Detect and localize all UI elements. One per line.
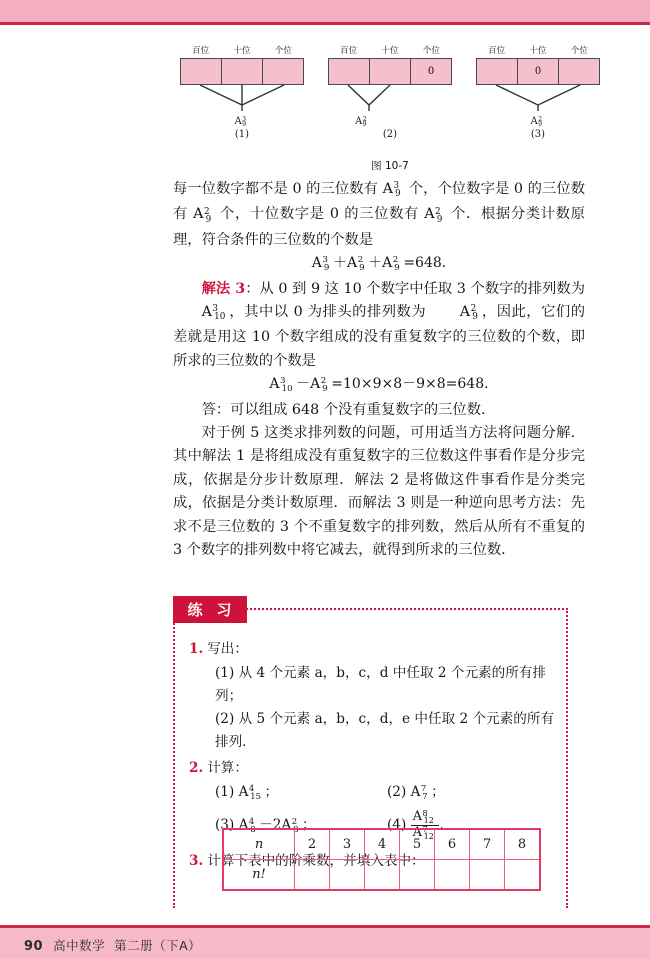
- digit-box-tens-2: [370, 59, 411, 84]
- perm-sup-3: 2: [538, 115, 543, 123]
- exercise-q4-num-sub: 12: [423, 815, 434, 826]
- table-cell-fact-0[interactable]: [295, 860, 330, 891]
- exercise-q4-den-sup: 7: [422, 823, 428, 834]
- exercise-item-2-title: 计算：: [207, 760, 248, 776]
- paragraph-answer: 答：可以组成 648 个没有重复数字的三位数．: [201, 401, 496, 418]
- paragraph-solution-3: [173, 278, 585, 374]
- perm-a39-inline1: $A^3_9$: [382, 181, 401, 200]
- table-cell-fact-5[interactable]: [470, 860, 505, 891]
- perm-sub-2: 9: [362, 121, 367, 129]
- table-cell-n-3: 5: [400, 829, 435, 860]
- exercise-item-1: [189, 638, 559, 661]
- exercise-q3-suffix: ；: [301, 817, 316, 833]
- para1-segment-a: 每一位数字都不是 0 的三位数有: [173, 181, 383, 197]
- exercise-item-1-sub-1: (1) 从 4 个元素 a，b，c，d 中任取 2 个元素的所有排列；: [215, 665, 547, 704]
- place-value-labels-1: [180, 44, 304, 58]
- digit-boxes-1: [180, 58, 304, 85]
- exercise-badge: [173, 596, 247, 623]
- exercise-q4-numerator: $A^8_{12}$: [411, 810, 440, 826]
- label-tens-1: 十位: [233, 46, 251, 56]
- brace-lines-3: [476, 85, 600, 111]
- exercise-q3-mid: －2: [259, 817, 282, 833]
- exercise-q1-sup: 4: [248, 783, 255, 794]
- table-cell-n-5: 7: [470, 829, 505, 860]
- figure-group-1: [180, 44, 304, 140]
- exercise-q3-expression-b: $A^2_8$: [281, 816, 299, 834]
- brace-lines-1: [180, 85, 304, 111]
- permutation-expression-1: [180, 116, 304, 127]
- formula-difference-result: =10×9×8－9×8=648.: [331, 376, 489, 393]
- exercise-q1-suffix: ；: [264, 784, 279, 800]
- para1-segment-d: 个．根据分类计数原理，符合条件的三位数的个数是: [173, 206, 586, 248]
- exercise-q2-prefix: (2): [387, 784, 407, 800]
- exercise-q2-expression: $A^7_7$: [410, 783, 428, 801]
- exercise-q1-sub: 15: [250, 790, 261, 801]
- paragraph-classification: [173, 178, 585, 252]
- exercise-q1-expression: $A^4_{15}$: [238, 783, 261, 801]
- formula-sum-result: =648.: [403, 255, 447, 272]
- permutation-expression-3: [476, 116, 600, 127]
- table-row-n: [223, 829, 540, 860]
- para1-segment-b: 个，个位数字是 0 的三位数有: [173, 181, 586, 223]
- figure-group-3: [476, 44, 600, 140]
- solution-3-segment-a: 从 0 到 9 这 10 个数字中任取 3 个数字的排列数为: [259, 280, 585, 297]
- exercise-q4-den-sub: 12: [423, 830, 434, 841]
- perm-a29-inline2: $A^2_9$: [193, 206, 212, 225]
- digit-box-hundreds-2: [329, 59, 370, 84]
- label-hundreds-3: 百位: [488, 46, 506, 56]
- label-hundreds-1: 百位: [192, 46, 210, 56]
- perm-sup-1: 3: [242, 115, 247, 123]
- exercise-badge-char-1: 练: [187, 601, 204, 619]
- figure-index-2: (2): [382, 129, 398, 140]
- perm-sub-1: 9: [242, 121, 247, 129]
- footer-text: [24, 936, 201, 954]
- exercise-item-1-number: 1.: [189, 641, 204, 657]
- digit-box-tens-3: 0: [518, 59, 559, 84]
- solution-3-colon: ：: [245, 280, 260, 297]
- top-decorative-band: [0, 0, 650, 22]
- exercise-q4-suffix: .: [439, 817, 444, 833]
- exercise-q4-num-sup: 8: [422, 807, 428, 818]
- formula-difference: $A^3_{10} -A^2_9 =10\times 9\times 8-9\times 8=648$.: [269, 376, 489, 395]
- label-ones-2: 个位: [422, 46, 440, 56]
- label-tens-3: 十位: [529, 46, 547, 56]
- perm-a29-inline4: $A^2_9$: [459, 304, 478, 323]
- permutation-expression-2: [328, 116, 452, 127]
- figure-10-7: [180, 44, 600, 154]
- perm-base-3: A: [530, 116, 538, 127]
- digit-boxes-3: [476, 58, 600, 85]
- paragraph-discussion: 对于例 5 这类求排列数的问题，可用适当方法将问题分解．其中解法 1 是将组成没有重复数字的三位数这件事看作是分步完成，依据是分步计数原理．解法 2 是将做这件事看作是分类完成，依据是分类计数原理．而解法 3 则是一种逆向思考方法：先求不是三位数的 3 个不重复数字的排列数，然后从所有不重复的 3 个数字的排列数中将它减去，就得到所求的三位数．: [173, 425, 585, 559]
- exercise-q4-prefix: (4): [387, 817, 407, 833]
- solution-3-label: 解法 3: [201, 280, 246, 297]
- perm-a310-inline: $A^3_{10}$: [201, 304, 226, 323]
- perm-base-2: A: [355, 116, 363, 127]
- exercise-q1-prefix: (1): [215, 784, 235, 800]
- label-ones-1: 个位: [274, 46, 292, 56]
- exercise-item-2-number: 2.: [189, 760, 204, 776]
- exercise-q4-denominator: $A^7_{12}$: [412, 823, 434, 841]
- digit-boxes-2: [328, 58, 452, 85]
- exercise-item-2-row-1: [215, 781, 559, 805]
- exercise-q2-sub: 7: [422, 790, 428, 801]
- digit-box-ones-3: [559, 59, 599, 84]
- exercise-q2: [387, 781, 559, 805]
- exercise-item-1-title: 写出：: [207, 641, 248, 657]
- place-value-labels-3: [476, 44, 600, 58]
- table-cell-n-4: 6: [435, 829, 470, 860]
- label-ones-3: 个位: [570, 46, 588, 56]
- figure-group-2: [328, 44, 452, 140]
- footer-book-title: 高中数学: [53, 938, 106, 953]
- exercise-q1: [215, 781, 387, 805]
- figure-index-3: (3): [530, 129, 546, 140]
- footer-volume: 第二册（下A）: [114, 938, 202, 953]
- table-cell-n-6: 8: [505, 829, 541, 860]
- brace-lines-2: [328, 85, 452, 111]
- table-cell-n-0: 2: [295, 829, 330, 860]
- exercise-item-1-sub-2: (2) 从 5 个元素 a，b，c，d，e 中任取 2 个元素的所有排列．: [215, 711, 555, 750]
- exercise-item-3-number: 3.: [189, 853, 204, 869]
- table-cell-fact-6[interactable]: [505, 860, 541, 891]
- formula-sum: $A^3_9 +A^2_9 +A^2_9 =648$.: [311, 255, 447, 274]
- exercise-q3b-sup: 2: [291, 816, 298, 827]
- table-label-n: n: [223, 829, 295, 860]
- label-hundreds-2: 百位: [340, 46, 358, 56]
- figure-index-1: (1): [234, 129, 250, 140]
- perm-base-1: A: [234, 116, 242, 127]
- exercise-item-2: [189, 757, 559, 780]
- digit-box-ones-1: [263, 59, 303, 84]
- perm-sup-2: 2: [362, 115, 367, 123]
- exercise-q2-sup: 7: [420, 783, 427, 794]
- table-label-factorial: n!: [223, 860, 295, 891]
- digit-box-tens-1: [222, 59, 263, 84]
- exercise-q3-prefix: (3): [215, 817, 235, 833]
- exercise-q2-suffix: ；: [431, 784, 445, 800]
- table-cell-n-1: 3: [330, 829, 365, 860]
- solution-3-segment-c: ，因此，它们的差就是用这 10 个数字组成的没有重复数字的三位数的个数，即所求的三位数的个数是: [173, 304, 586, 369]
- exercise-q3a-sup: 4: [248, 816, 255, 827]
- exercise-q3-expression-a: $A^4_8$: [238, 816, 256, 834]
- perm-sub-3: 9: [538, 121, 543, 129]
- place-value-labels-2: [328, 44, 452, 58]
- solution-3-segment-b: ，其中以 0 为排头的排列数为: [228, 304, 432, 321]
- footer-page-number: 90: [24, 939, 44, 954]
- perm-a29-inline3: $A^2_9$: [424, 206, 443, 225]
- table-cell-fact-4[interactable]: [435, 860, 470, 891]
- exercise-q3b-sub: 8: [293, 823, 299, 834]
- exercise-q3a-sub: 8: [250, 823, 256, 834]
- table-cell-fact-2[interactable]: [365, 860, 400, 891]
- exercise-badge-char-2: 习: [216, 601, 233, 619]
- label-tens-2: 十位: [381, 46, 399, 56]
- top-rule-line: [0, 22, 650, 25]
- digit-box-hundreds-3: [477, 59, 518, 84]
- table-cell-fact-3[interactable]: [400, 860, 435, 891]
- digit-box-hundreds-1: [181, 59, 222, 84]
- exercise-item-3-title: 计算下表中的阶乘数，并填入表中：: [207, 853, 425, 869]
- digit-box-ones-2: 0: [411, 59, 451, 84]
- body-text: [173, 178, 585, 563]
- figure-caption: 图 10-7: [371, 160, 409, 172]
- table-cell-n-2: 4: [365, 829, 400, 860]
- para1-segment-c: 个，十位数字是 0 的三位数有: [214, 206, 425, 223]
- table-cell-fact-1[interactable]: [330, 860, 365, 891]
- table-row-factorial: [223, 860, 540, 891]
